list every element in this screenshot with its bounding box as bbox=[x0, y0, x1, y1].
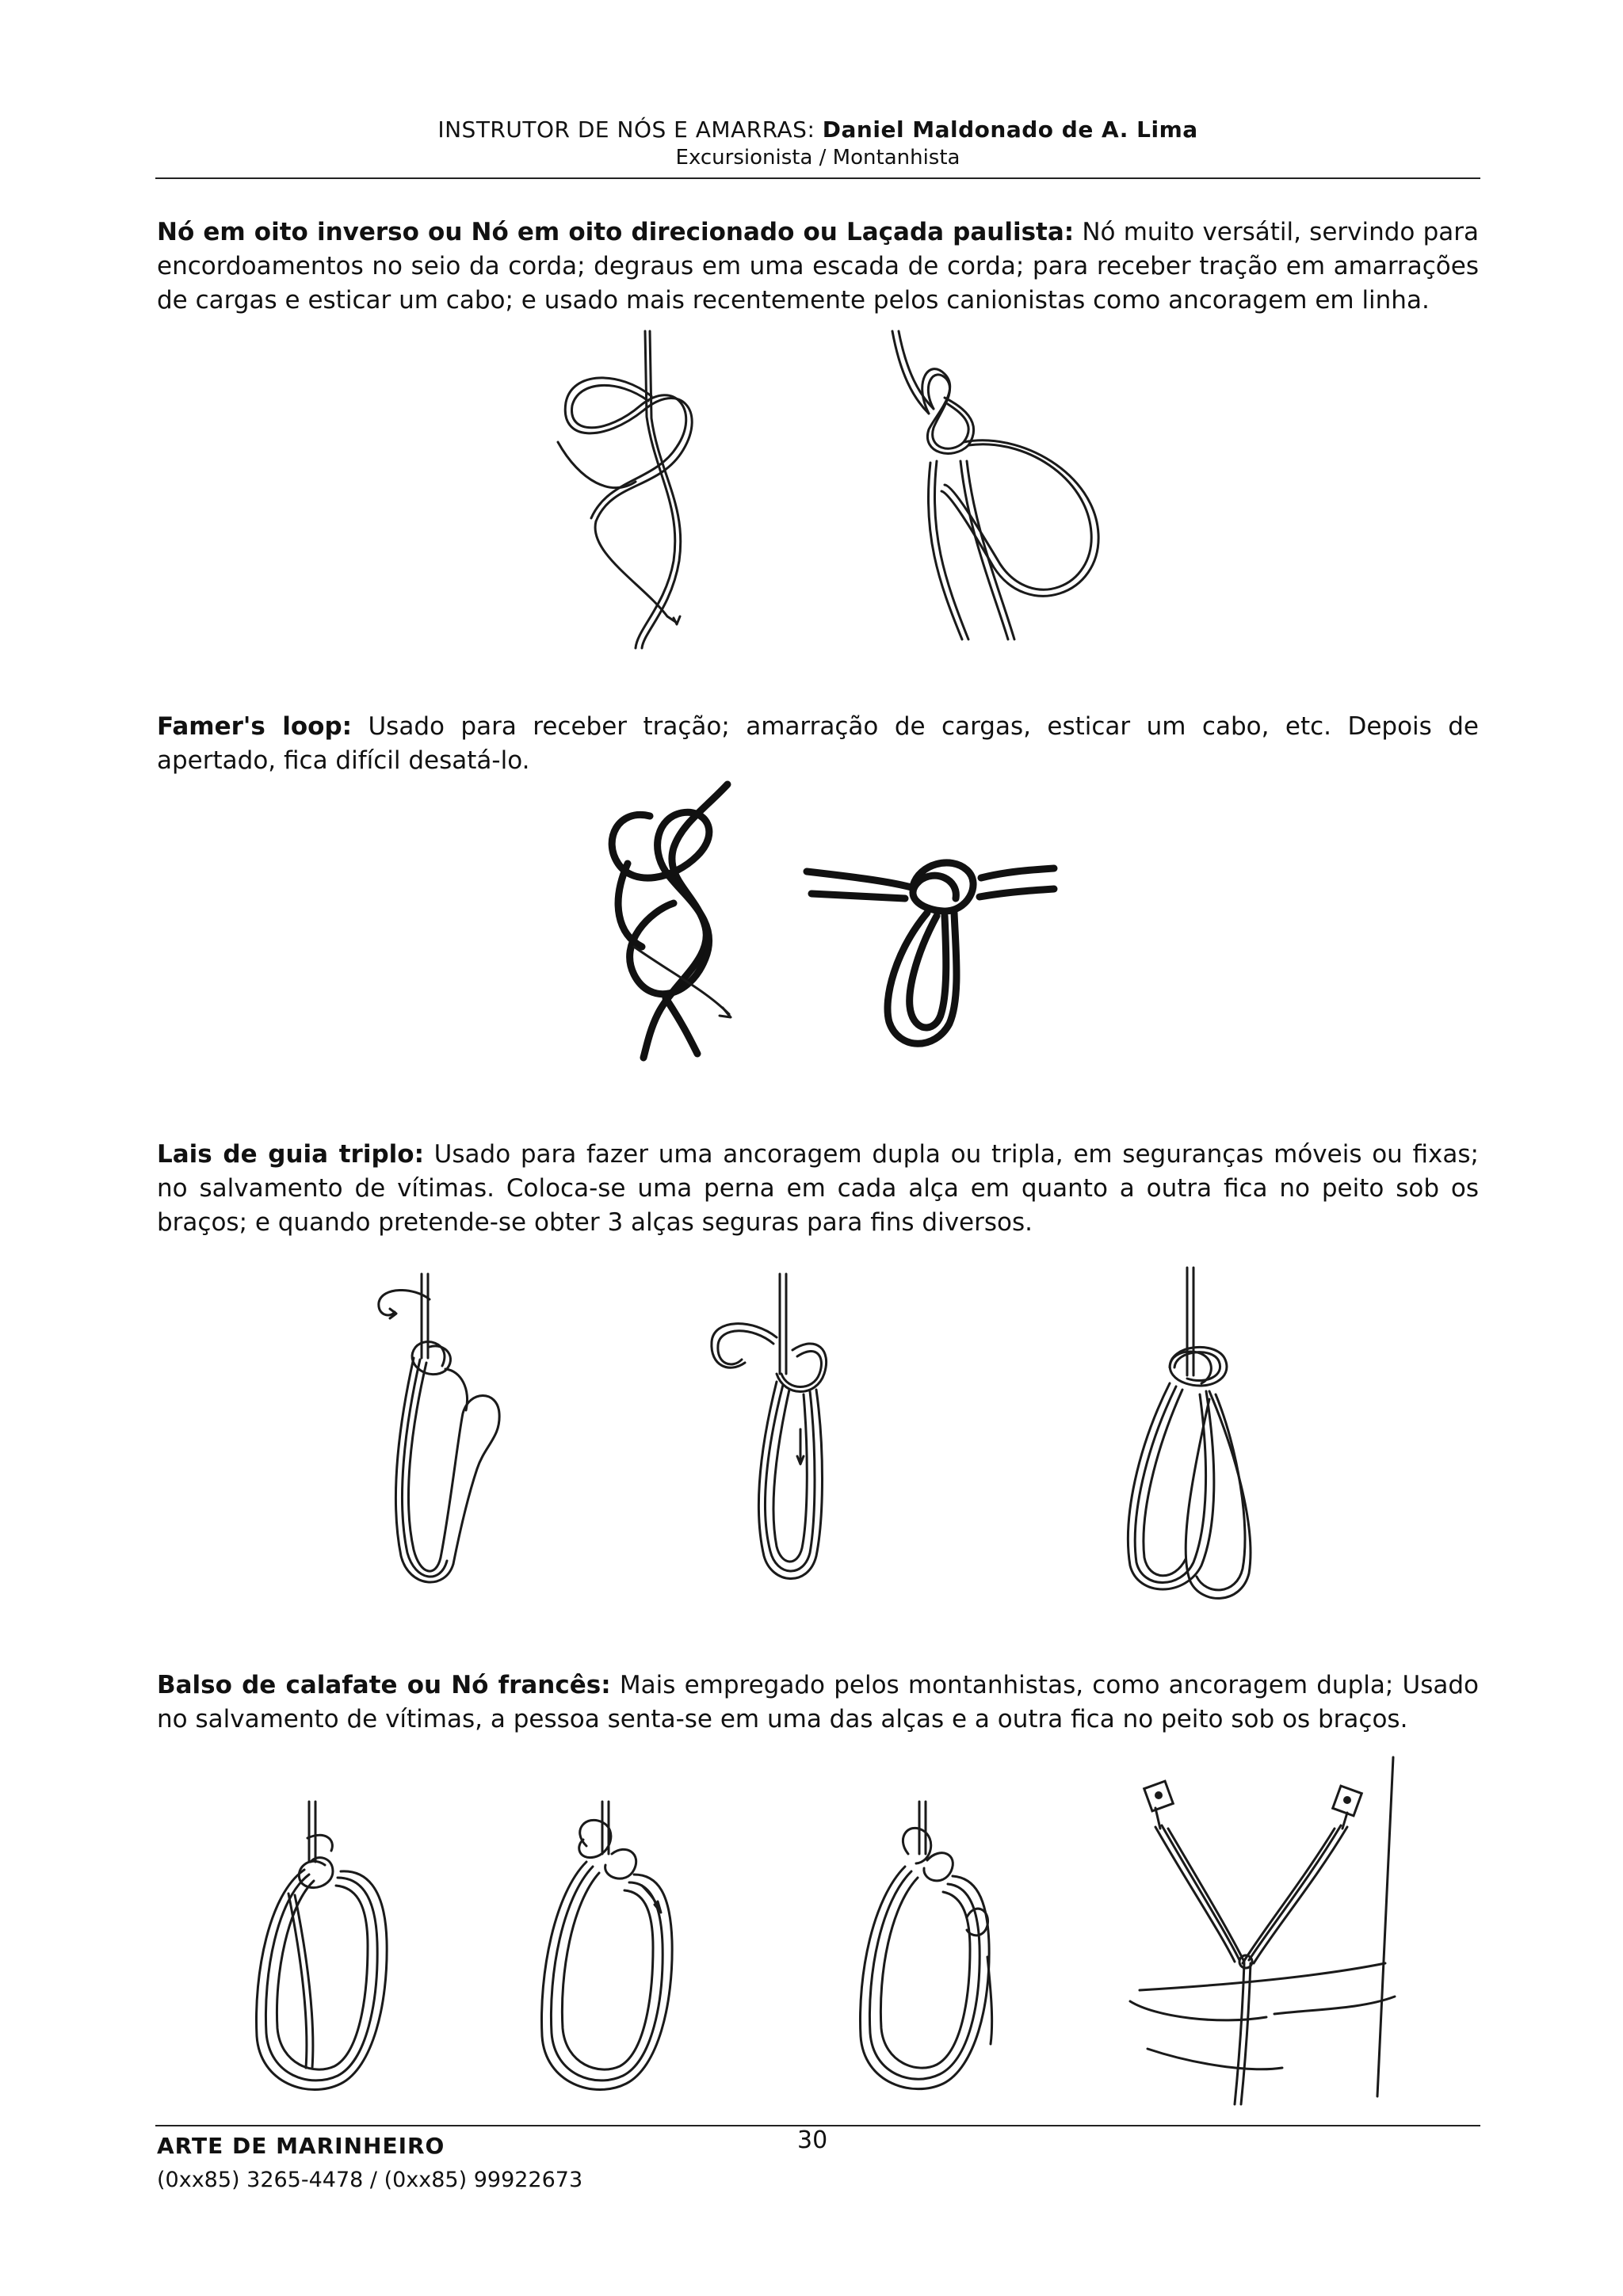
triple-bowline-diagram-1 bbox=[366, 1271, 509, 1604]
french-bowline-diagram-3 bbox=[840, 1798, 1022, 2100]
triple-bowline-diagram-2 bbox=[697, 1271, 856, 1604]
section-body: Usado para fazer uma ancoragem dupla ou tripla, em seguranças móveis ou fixas; no salvamento de vítimas. Coloca-se uma perna em cada alça em quanto a outra fica no peito sob os braços; e quando pretende-se obter 3 alças seguras para fins diversos. bbox=[157, 1140, 1479, 1237]
header-subtitle: Excursionista / Montanhista bbox=[675, 146, 960, 170]
page-number: 30 bbox=[797, 2126, 828, 2154]
section-title: Lais de guia triplo: bbox=[157, 1140, 424, 1169]
header-line-1 bbox=[155, 116, 1480, 144]
header-rule bbox=[155, 177, 1480, 179]
section-triple-bowline-text bbox=[157, 1138, 1479, 1240]
farmers-loop-diagram-2 bbox=[800, 840, 1062, 1054]
section-farmers-loop-text bbox=[157, 710, 1479, 778]
page-header bbox=[155, 116, 1480, 171]
section-french-bowline-text bbox=[157, 1669, 1479, 1737]
section-title: Famer's loop: bbox=[157, 712, 353, 741]
header-author: Daniel Maldonado de A. Lima bbox=[822, 116, 1198, 143]
french-bowline-harness-illustration bbox=[1124, 1756, 1426, 2112]
section-title: Balso de calafate ou Nó francês: bbox=[157, 1671, 611, 1699]
header-prefix: INSTRUTOR DE NÓS E AMARRAS: bbox=[437, 116, 823, 143]
footer-title: ARTE DE MARINHEIRO bbox=[157, 2133, 445, 2159]
section-body: Usado para receber tração; amarração de cargas, esticar um cabo, etc. Depois de apertado, fica difícil desatá-lo. bbox=[157, 712, 1479, 775]
section-title: Nó em oito inverso ou Nó em oito direcionado ou Laçada paulista: bbox=[157, 218, 1075, 246]
french-bowline-diagram-2 bbox=[523, 1798, 705, 2100]
footer-phone: (0xx85) 3265-4478 / (0xx85) 99922673 bbox=[157, 2168, 583, 2192]
french-bowline-diagram-1 bbox=[238, 1798, 420, 2100]
section-body: Nó muito versátil, servindo para encordoamentos no seio da corda; degraus em uma escada de corda; para receber tração em amarrações de cargas e esticar um cabo; e usado mais recentemente pelos canionistas como ancoragem em linha. bbox=[157, 218, 1479, 315]
section-body: Mais empregado pelos montanhistas, como ancoragem dupla; Usado no salvamento de vítimas, a pessoa senta-se em uma das alças e a outra fica no peito sob os braços. bbox=[157, 1671, 1479, 1733]
section-figure-eight-text bbox=[157, 215, 1479, 318]
triple-bowline-diagram-3 bbox=[1098, 1264, 1281, 1613]
farmers-loop-diagram-1 bbox=[586, 776, 769, 1062]
figure-eight-diagram-1 bbox=[548, 323, 739, 650]
figure-eight-diagram-2 bbox=[881, 326, 1111, 643]
